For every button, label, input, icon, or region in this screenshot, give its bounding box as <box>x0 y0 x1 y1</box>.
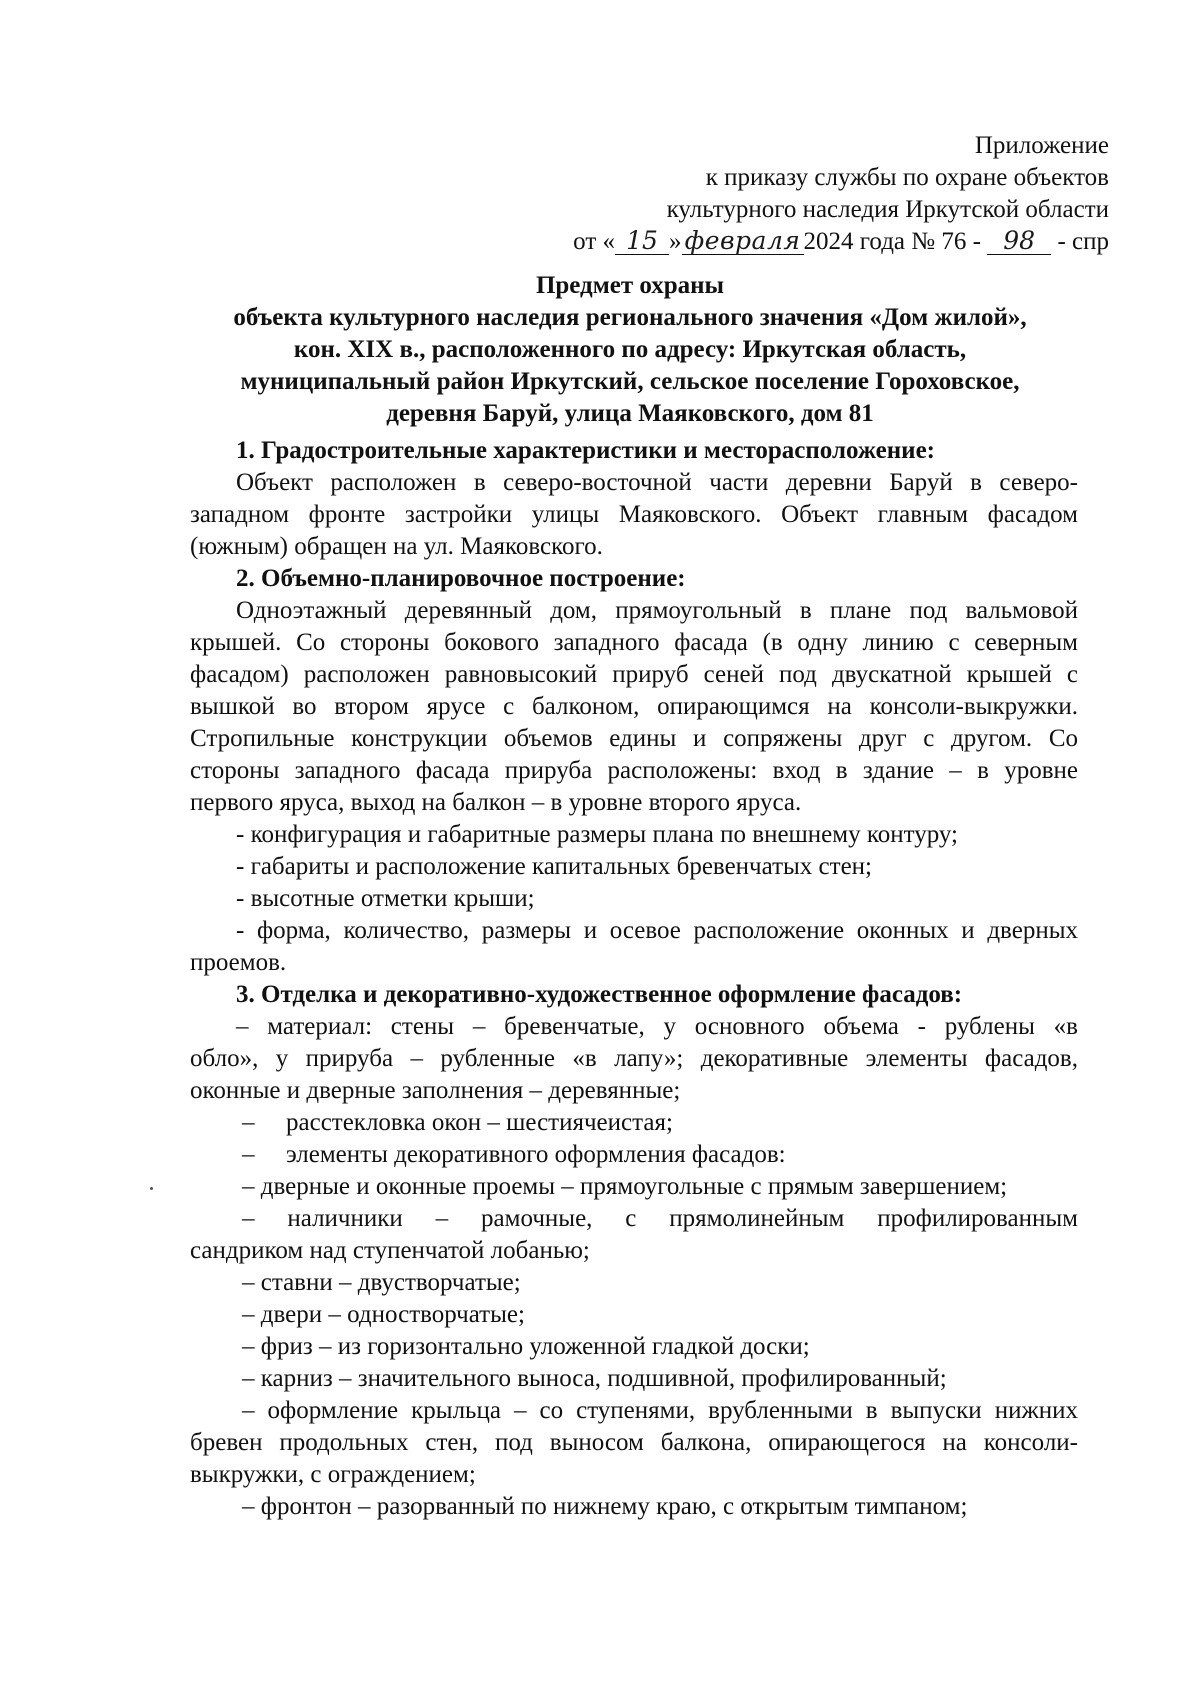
list-item: – фронтон – разорванный по нижнему краю, с открытым тимпаном; <box>242 1493 968 1520</box>
section-2-text-line: стороны западного фасада прируба расположены: вход в здание – в уровне <box>190 757 1078 784</box>
list-item-text: расстекловка окон – шестиячеистая; <box>286 1109 673 1136</box>
section-3-text-line: – материал: стены – бревенчатые, у основного объема - рублены «в <box>236 1013 1078 1040</box>
section-1-text-line: западном фронте застройки улицы Маяковского. Объект главным фасадом <box>190 501 1078 528</box>
list-item: – ставни – двустворчатые; <box>242 1269 521 1296</box>
order-date-line <box>573 226 1109 258</box>
section-2-heading: 2. Объемно-планировочное построение: <box>236 565 686 592</box>
section-2-text-line: вышкой во втором ярусе с балконом, опирающимся на консоли-выкружки. <box>190 693 1078 720</box>
list-item: – фриз – из горизонтально уложенной гладкой доски; <box>242 1333 810 1360</box>
list-item-continuation: проемов. <box>190 949 287 976</box>
title-line-4: муниципальный район Иркутский, сельское поселение Гороховское, <box>240 368 1020 395</box>
list-item: - габариты и расположение капитальных бревенчатых стен; <box>236 853 872 880</box>
list-item: - конфигурация и габаритные размеры плана по внешнему контуру; <box>236 821 958 848</box>
list-item: – карниз – значительного выноса, подшивной, профилированный; <box>242 1365 947 1392</box>
list-item-text: элементы декоративного оформления фасадов: <box>286 1141 786 1168</box>
document-title <box>190 270 1070 430</box>
list-item: - высотные отметки крыши; <box>236 885 535 912</box>
section-1-heading: 1. Градостроительные характеристики и месторасположение: <box>236 437 935 464</box>
appendix-line-2: к приказу службы по охране объектов <box>705 164 1109 191</box>
scan-speck <box>150 1187 153 1190</box>
handwritten-day: 15 <box>615 228 669 255</box>
title-line-2: объекта культурного наследия регионального значения «Дом жилой», <box>233 304 1027 331</box>
section-3-heading: 3. Отделка и декоративно-художественное оформление фасадов: <box>236 981 963 1008</box>
appendix-line-3: культурного наследия Иркутской области <box>666 196 1109 223</box>
list-item-continuation: выкружки, с ограждением; <box>190 1461 476 1488</box>
list-item-continuation: бревен продольных стен, под выносом балкона, опирающегося на консоли- <box>190 1429 1078 1456</box>
list-item <box>190 1107 1078 1139</box>
section-1-text-line: Объект расположен в северо-восточной части деревни Баруй в северо- <box>236 469 1078 496</box>
list-item: – наличники – рамочные, с прямолинейным профилированным <box>242 1205 1078 1232</box>
date-prefix: от « <box>573 228 616 255</box>
handwritten-month: февраля <box>682 228 804 255</box>
section-3-text-line: обло», у прируба – рубленные «в лапу»; декоративные элементы фасадов, <box>190 1045 1078 1072</box>
year-and-order: 2024 года № 76 - <box>803 228 981 255</box>
appendix-header <box>573 130 1109 258</box>
list-item: – оформление крыльца – со ступенями, врубленными в выпуски нижних <box>242 1397 1078 1424</box>
list-item-continuation: сандриком над ступенчатой лобанью; <box>190 1237 590 1264</box>
title-line-1: Предмет охраны <box>535 272 725 299</box>
handwritten-order-number: 98 <box>987 228 1051 255</box>
list-dash: – <box>242 1141 255 1168</box>
title-line-3: кон. XIX в., расположенного по адресу: Иркутская область, <box>293 336 967 363</box>
list-item: – дверные и оконные проемы – прямоугольные с прямым завершением; <box>242 1173 1008 1200</box>
title-line-5: деревня Баруй, улица Маяковского, дом 81 <box>386 400 874 427</box>
document-body <box>190 435 1078 1523</box>
section-2-text-line: фасадом) расположен равновысокий прируб сеней под двускатной крышей с <box>190 661 1078 688</box>
section-3-text-line: оконные и дверные заполнения – деревянные; <box>190 1077 681 1104</box>
date-mid: » <box>669 228 682 255</box>
list-item <box>190 1139 1078 1171</box>
list-item: – двери – одностворчатые; <box>242 1301 525 1328</box>
list-item: - форма, количество, размеры и осевое расположение оконных и дверных <box>236 917 1078 944</box>
section-1-text-line: (южным) обращен на ул. Маяковского. <box>190 533 603 560</box>
section-2-text-line: первого яруса, выход на балкон – в уровне второго яруса. <box>190 789 802 816</box>
list-dash: – <box>242 1109 255 1136</box>
appendix-line-1: Приложение <box>974 132 1109 159</box>
section-2-text-line: крышей. Со стороны бокового западного фасада (в одну линию с северным <box>190 629 1078 656</box>
section-2-text-line: Стропильные конструкции объемов едины и сопряжены друг с другом. Со <box>190 725 1078 752</box>
section-2-text-line: Одноэтажный деревянный дом, прямоугольный в плане под вальмовой <box>236 597 1078 624</box>
order-suffix: - спр <box>1057 228 1109 255</box>
